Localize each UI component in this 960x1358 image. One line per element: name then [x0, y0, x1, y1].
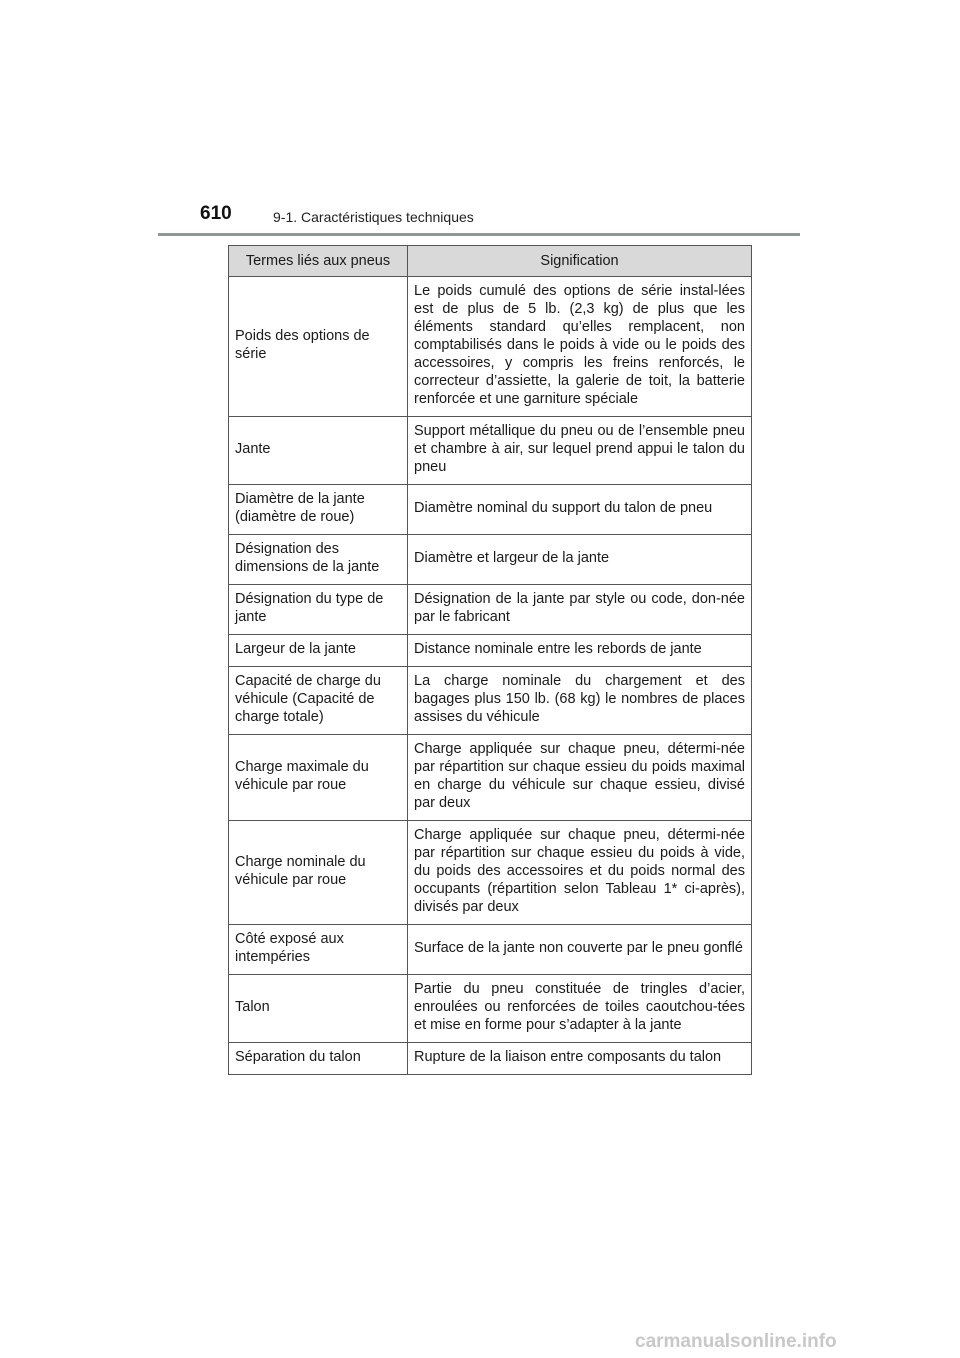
table-row — [229, 1043, 752, 1075]
meaning-cell: Désignation de la jante par style ou code, don-née par le fabricant — [408, 585, 752, 635]
term-cell: Charge nominale du véhicule par roue — [229, 821, 408, 925]
tire-terms-table — [228, 245, 752, 1075]
meaning-cell: Partie du pneu constituée de tringles d’acier, enroulées ou renforcées de toiles caoutchou-tées et mise en forme pour s’adapter à la jante — [408, 975, 752, 1043]
term-cell: Désignation des dimensions de la jante — [229, 535, 408, 585]
meaning-cell: Charge appliquée sur chaque pneu, détermi-née par répartition sur chaque essieu du poids à vide, du poids des accessoires et du poids normal des occupants (répartition selon Tableau 1* ci-après), divisés par deux — [408, 821, 752, 925]
column-header-meaning: Signification — [408, 246, 752, 277]
table-row — [229, 735, 752, 821]
watermark: carmanualsonline.info — [635, 1331, 837, 1352]
table-row — [229, 585, 752, 635]
table-row — [229, 925, 752, 975]
section-title: 9-1. Caractéristiques techniques — [273, 209, 474, 225]
meaning-cell: Distance nominale entre les rebords de jante — [408, 635, 752, 667]
meaning-cell: Diamètre et largeur de la jante — [408, 535, 752, 585]
term-cell: Largeur de la jante — [229, 635, 408, 667]
term-cell: Côté exposé aux intempéries — [229, 925, 408, 975]
term-cell: Poids des options de série — [229, 277, 408, 417]
table-row — [229, 485, 752, 535]
table-row — [229, 417, 752, 485]
table-row — [229, 535, 752, 585]
table-row — [229, 667, 752, 735]
term-cell: Talon — [229, 975, 408, 1043]
term-cell: Jante — [229, 417, 408, 485]
table-row — [229, 821, 752, 925]
table-body — [229, 277, 752, 1075]
table-header-row — [229, 246, 752, 277]
header-rule — [158, 233, 800, 236]
table-row — [229, 277, 752, 417]
term-cell: Charge maximale du véhicule par roue — [229, 735, 408, 821]
table-row — [229, 635, 752, 667]
meaning-cell: Charge appliquée sur chaque pneu, détermi-née par répartition sur chaque essieu du poids maximal en charge du véhicule sur chaque essieu, divisé par deux — [408, 735, 752, 821]
term-cell: Séparation du talon — [229, 1043, 408, 1075]
term-cell: Désignation du type de jante — [229, 585, 408, 635]
term-cell: Capacité de charge du véhicule (Capacité de charge totale) — [229, 667, 408, 735]
table-row — [229, 975, 752, 1043]
page-number: 610 — [200, 203, 232, 224]
meaning-cell: Support métallique du pneu ou de l’ensemble pneu et chambre à air, sur lequel prend appui le talon du pneu — [408, 417, 752, 485]
meaning-cell: Rupture de la liaison entre composants du talon — [408, 1043, 752, 1075]
meaning-cell: La charge nominale du chargement et des bagages plus 150 lb. (68 kg) le nombres de places assises du véhicule — [408, 667, 752, 735]
meaning-cell: Diamètre nominal du support du talon de pneu — [408, 485, 752, 535]
meaning-cell: Surface de la jante non couverte par le pneu gonflé — [408, 925, 752, 975]
meaning-cell: Le poids cumulé des options de série instal-lées est de plus de 5 lb. (2,3 kg) de plus que les éléments standard qu’elles remplacent, non comptabilisés dans le poids à vide ou le poids des accessoires, y compris les freins renforcés, le correcteur d’assiette, la galerie de toit, la batterie renforcée et une garniture spéciale — [408, 277, 752, 417]
column-header-term: Termes liés aux pneus — [229, 246, 408, 277]
term-cell: Diamètre de la jante (diamètre de roue) — [229, 485, 408, 535]
